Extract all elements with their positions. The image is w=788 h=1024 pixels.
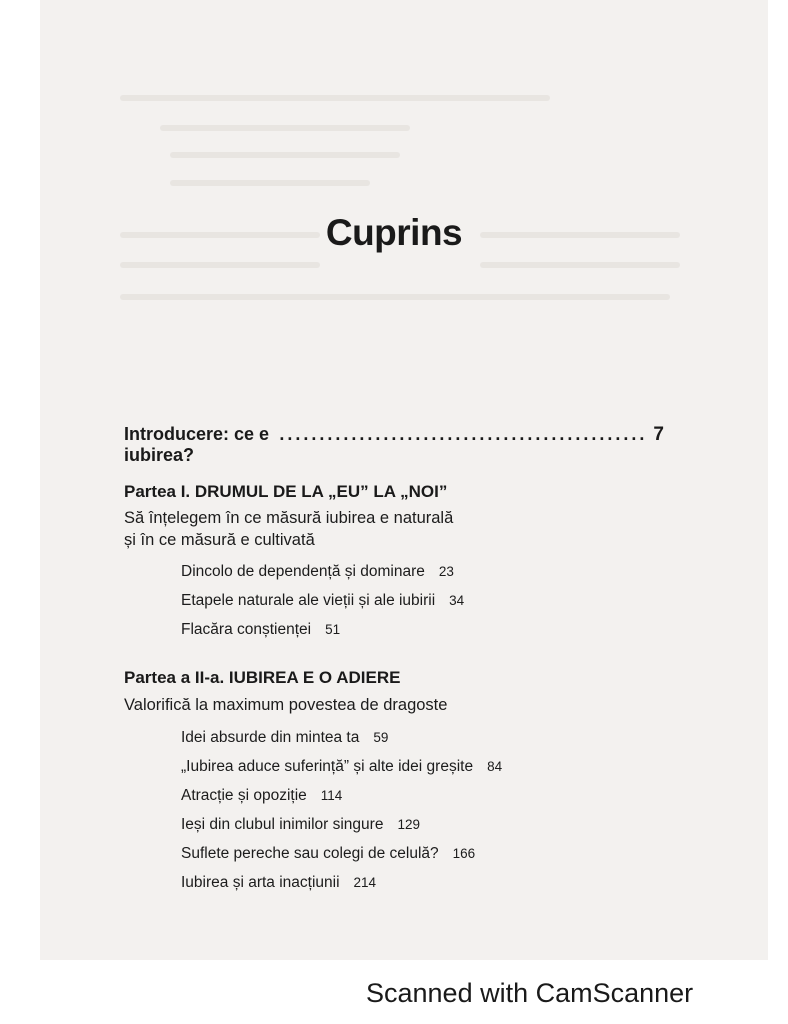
toc-entry bbox=[181, 592, 464, 610]
toc-entry-label: Idei absurde din mintea ta bbox=[181, 729, 360, 746]
toc-entry-page: 23 bbox=[438, 564, 454, 579]
toc-entry bbox=[181, 621, 340, 639]
bleed-through-line bbox=[170, 180, 370, 186]
toc-entry-label: Ieși din clubul inimilor singure bbox=[181, 816, 384, 833]
toc-entry-page: 129 bbox=[397, 817, 420, 832]
scanner-watermark: Scanned with CamScanner bbox=[366, 978, 694, 1008]
bleed-through-line bbox=[120, 95, 550, 101]
toc-entry-label: Suflete pereche sau colegi de celulă? bbox=[181, 845, 439, 862]
toc-entry bbox=[181, 787, 342, 805]
toc-entry bbox=[181, 563, 454, 581]
toc-entry-page: 214 bbox=[353, 875, 377, 890]
bleed-through-line bbox=[160, 125, 410, 131]
toc-entry-label: „Iubirea aduce suferință” și alte idei greșite bbox=[181, 758, 474, 775]
toc-entry-label: Etapele naturale ale vieții și ale iubirii bbox=[181, 592, 436, 609]
toc-part-title: Partea I. DRUMUL DE LA „EU” LA „NOI” bbox=[124, 482, 448, 501]
toc-part-subtitle: Să înțelegem în ce măsură iubirea e naturală bbox=[124, 509, 454, 527]
toc-entry-page: 166 bbox=[452, 846, 476, 861]
bleed-through-line bbox=[480, 262, 680, 268]
toc-introduction-page: 7 bbox=[653, 424, 664, 445]
toc-entry-page: 34 bbox=[449, 593, 465, 608]
toc-part-subtitle: și în ce măsură e cultivată bbox=[124, 531, 315, 549]
toc-part-title: Partea a II-a. IUBIREA E O ADIERE bbox=[124, 668, 401, 687]
toc-entry bbox=[181, 816, 420, 834]
bleed-through-line bbox=[120, 294, 670, 300]
toc-entry-label: Iubirea și arta inacțiunii bbox=[181, 874, 340, 891]
toc-entry-page: 59 bbox=[373, 730, 389, 745]
toc-introduction-label: Introducere: ce e iubirea? bbox=[124, 424, 270, 465]
page-title: Cuprins bbox=[325, 212, 463, 253]
toc-entry bbox=[181, 845, 475, 863]
toc-introduction bbox=[124, 424, 664, 466]
toc-part-subtitle: Valorifică la maximum povestea de dragoste bbox=[124, 696, 448, 714]
toc-entry-label: Flacăra conștienței bbox=[181, 621, 312, 638]
toc-entry bbox=[181, 729, 388, 747]
toc-entry bbox=[181, 874, 376, 892]
toc-entry-page: 114 bbox=[320, 788, 343, 803]
toc-entry-label: Atracție și opoziție bbox=[181, 787, 307, 804]
toc-entry-page: 84 bbox=[487, 759, 503, 774]
toc-leader-dots: .............................................. bbox=[279, 424, 648, 444]
toc-entry-label: Dincolo de dependență și dominare bbox=[181, 563, 425, 580]
bleed-through-line bbox=[120, 262, 320, 268]
toc-entry bbox=[181, 758, 502, 776]
toc-entry-page: 51 bbox=[325, 622, 341, 637]
bleed-through-line bbox=[170, 152, 400, 158]
